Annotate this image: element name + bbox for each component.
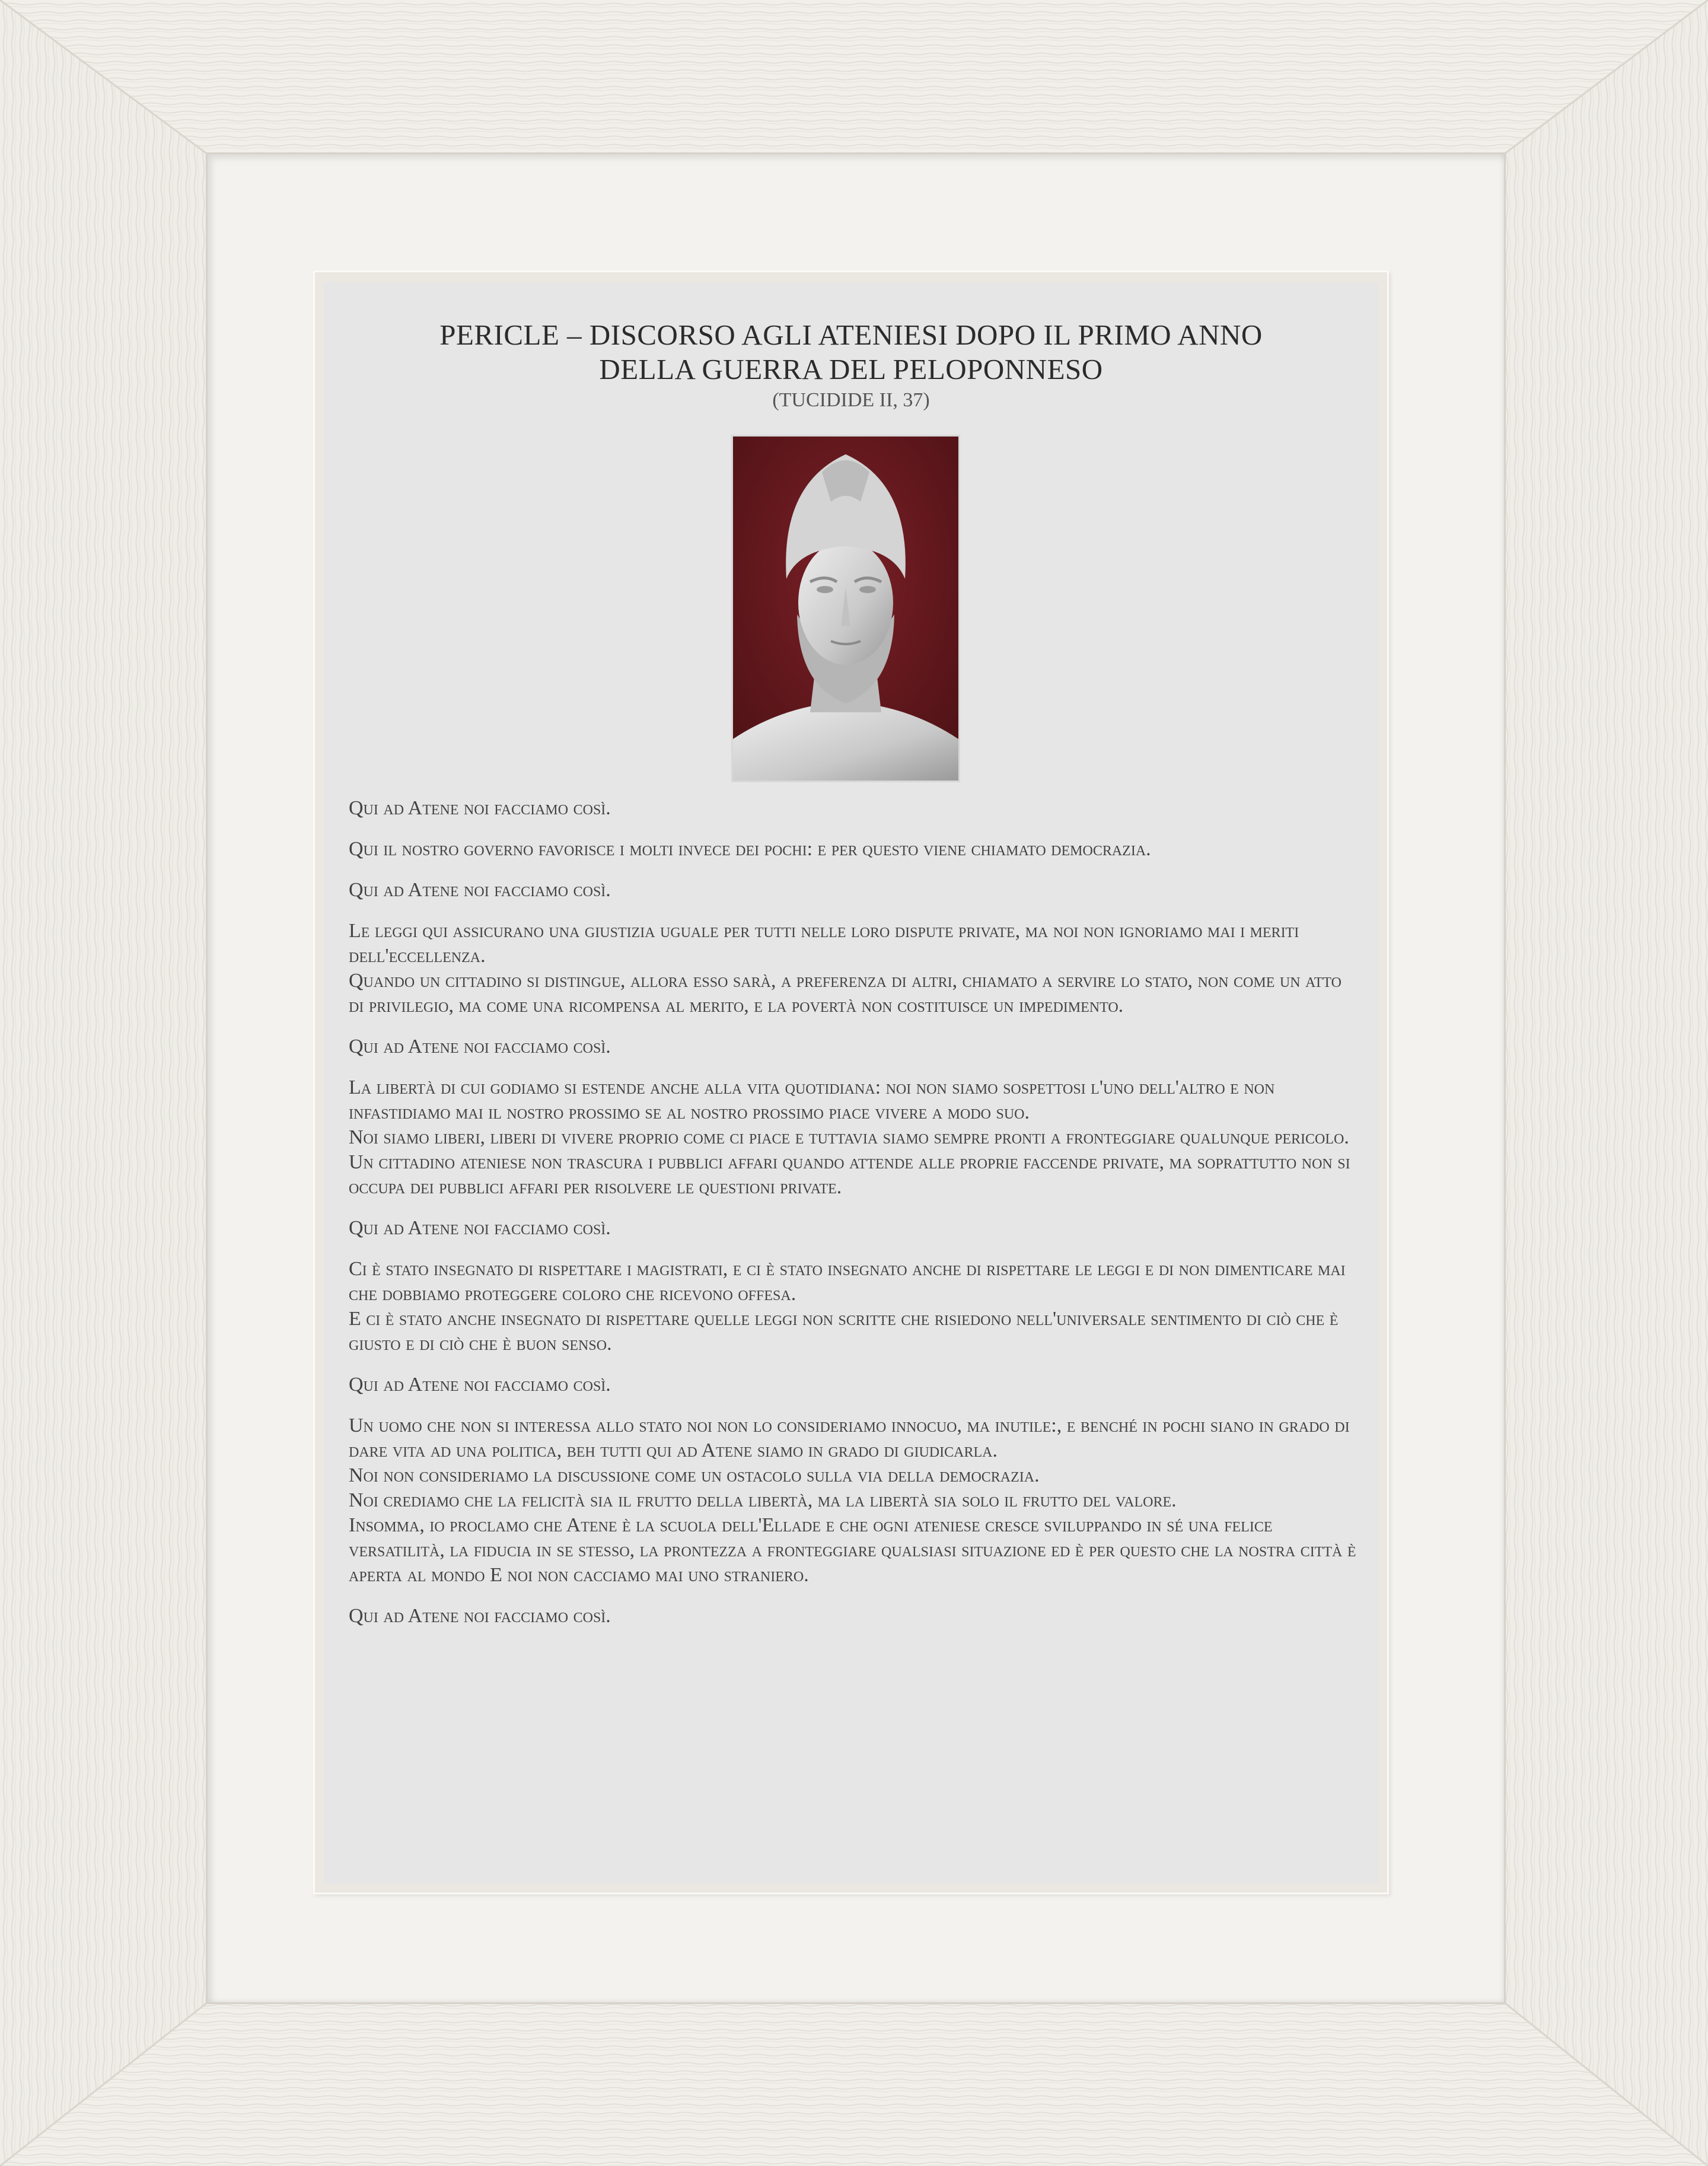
refrain: Qui ad Atene noi facciamo così. xyxy=(349,1217,611,1239)
title-line-2: DELLA GUERRA DEL PELOPONNESO xyxy=(599,353,1103,386)
pericles-bust-photo xyxy=(733,437,958,781)
refrain: Qui ad Atene noi facciamo così. xyxy=(349,879,611,901)
text-line: E ci è stato anche insegnato di rispettare quelle leggi non scritte che risiedono nell'universale sentimento di ciò che è giusto e di ciò che è buon senso. xyxy=(349,1308,1339,1355)
paragraph xyxy=(349,919,1357,1018)
document-title xyxy=(324,318,1378,387)
text-line: Qui il nostro governo favorisce i molti invece dei pochi: e per questo viene chiamato democrazia. xyxy=(349,838,1151,860)
text-line: Le leggi qui assicurano una giustizia uguale per tutti nelle loro dispute private, ma noi non ignoriamo mai i meriti dell'eccellenza. xyxy=(349,920,1299,967)
text-line: Insomma, io proclamo che Atene è la scuola dell'Ellade e che ogni ateniese cresce sviluppando in sé una felice versatilità, la fiducia in se stesso, la prontezza a fronteggiare qualsiasi situazione ed è per questo che la nostra città è aperta al mondo E noi non cacciamo mai uno straniero. xyxy=(349,1514,1356,1586)
refrain: Qui ad Atene noi facciamo così. xyxy=(349,797,611,819)
bust-illustration xyxy=(733,437,958,781)
text-line: La libertà di cui godiamo si estende anche alla vita quotidiana: noi non siamo sospettosi l'uno dell'altro e non infastidiamo mai il nostro prossimo se al nostro prossimo piace vivere a modo suo. xyxy=(349,1076,1275,1123)
paragraph xyxy=(349,1075,1357,1200)
paragraph xyxy=(349,1413,1357,1588)
text-line: Quando un cittadino si distingue, allora esso sarà, a preferenza di altri, chiamato a servire lo stato, non come un atto di privilegio, ma come una ricompensa al merito, e la povertà non costituisce un impedimento. xyxy=(349,970,1341,1017)
text-line: Un uomo che non si interessa allo stato noi non lo consideriamo innocuo, ma inutile:, e benché in pochi siano in grado di dare vita ad una politica, beh tutti qui ad Atene siamo in grado di giudicarla. xyxy=(349,1415,1350,1461)
speech-text xyxy=(349,796,1357,1645)
text-line: Noi crediamo che la felicità sia il frutto della libertà, ma la libertà sia solo il frutto del valore. xyxy=(349,1489,1177,1511)
paragraph xyxy=(349,1257,1357,1356)
refrain: Qui ad Atene noi facciamo così. xyxy=(349,1374,611,1396)
source-citation: (TUCIDIDE II, 37) xyxy=(772,389,930,411)
text-line: Un cittadino ateniese non trascura i pubblici affari quando attende alle proprie faccende private, ma soprattutto non si occupa dei pubblici affari per risolvere le questioni private. xyxy=(349,1151,1350,1198)
title-line-1: PERICLE – DISCORSO AGLI ATENIESI DOPO IL PRIMO ANNO xyxy=(439,318,1263,351)
refrain: Qui ad Atene noi facciamo così. xyxy=(349,1036,611,1057)
text-line: Ci è stato insegnato di rispettare i magistrati, e ci è stato insegnato anche di rispettare le leggi e di non dimenticare mai che dobbiamo proteggere coloro che ricevono offesa. xyxy=(349,1258,1346,1305)
refrain: Qui ad Atene noi facciamo così. xyxy=(349,1605,611,1627)
text-line: Noi siamo liberi, liberi di vivere proprio come ci piace e tuttavia siamo sempre pronti a fronteggiare qualunque pericolo. xyxy=(349,1126,1349,1148)
printed-sheet xyxy=(324,282,1378,1884)
text-line: Noi non consideriamo la discussione come un ostacolo sulla via della democrazia. xyxy=(349,1464,1040,1486)
paragraph xyxy=(349,837,1357,862)
